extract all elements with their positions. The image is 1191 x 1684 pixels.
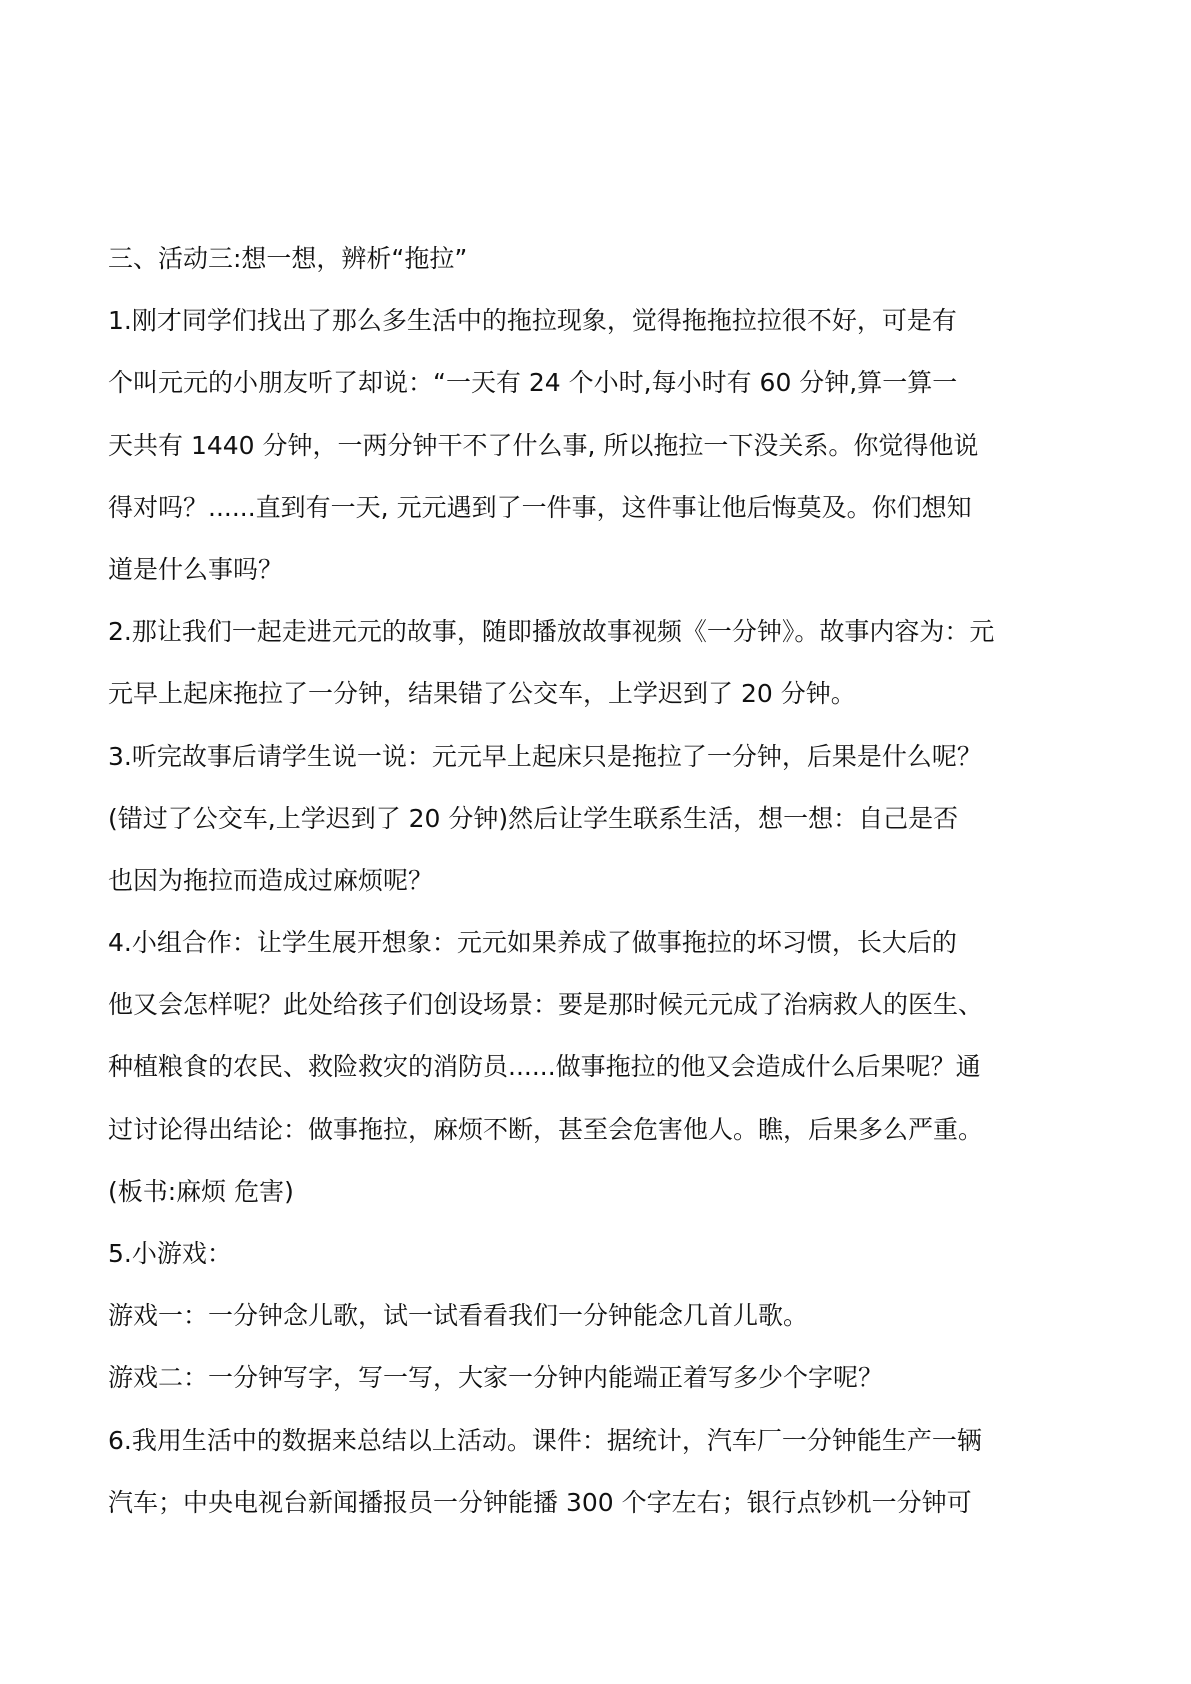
paragraph-line: 汽车；中央电视台新闻播报员一分钟能播 300 个字左右；银行点钞机一分钟可 bbox=[108, 1487, 972, 1517]
paragraph-line: 过讨论得出结论：做事拖拉，麻烦不断，甚至会危害他人。瞧，后果多么严重。 bbox=[108, 1114, 984, 1144]
paragraph-line: 游戏一：一分钟念儿歌，试一试看看我们一分钟能念几首儿歌。 bbox=[108, 1301, 809, 1331]
paragraph-line: 种植粮食的农民、救险救灾的消防员......做事拖拉的他又会造成什么后果呢？通 bbox=[108, 1052, 981, 1082]
paragraph-line: 元早上起床拖拉了一分钟，结果错了公交车，上学迟到了 20 分钟。 bbox=[108, 679, 856, 709]
paragraph-line: 也因为拖拉而造成过麻烦呢？ bbox=[108, 865, 434, 895]
paragraph-line: 个叫元元的小朋友听了却说：“一天有 24 个小时,每小时有 60 分钟,算一算一 bbox=[108, 368, 958, 398]
paragraph-line: 天共有 1440 分钟，一两分钟干不了什么事, 所以拖拉一下没关系。你觉得他说 bbox=[108, 430, 979, 460]
paragraph-line: 3.听完故事后请学生说一说：元元早上起床只是拖拉了一分钟，后果是什么呢？ bbox=[108, 741, 982, 771]
paragraph-line: (错过了公交车,上学迟到了 20 分钟)然后让学生联系生活，想一想：自己是否 bbox=[108, 803, 959, 833]
paragraph-line: (板书:麻烦 危害) bbox=[108, 1176, 294, 1206]
paragraph-line: 5.小游戏： bbox=[108, 1239, 232, 1268]
paragraph-line: 他又会怎样呢？此处给孩子们创设场景：要是那时候元元成了治病救人的医生、 bbox=[108, 990, 984, 1020]
document-body bbox=[108, 228, 1108, 1534]
section-heading: 三、活动三:想一想，辨析“拖拉” bbox=[108, 244, 468, 273]
paragraph-line: 2.那让我们一起走进元元的故事，随即播放故事视频《一分钟》。故事内容为：元 bbox=[108, 617, 995, 647]
paragraph-line: 得对吗？......直到有一天, 元元遇到了一件事，这件事让他后悔莫及。你们想知 bbox=[108, 492, 972, 522]
paragraph-line: 1.刚才同学们找出了那么多生活中的拖拉现象，觉得拖拖拉拉很不好，可是有 bbox=[108, 306, 957, 336]
paragraph-line: 游戏二：一分钟写字，写一写，大家一分钟内能端正着写多少个字呢？ bbox=[108, 1363, 884, 1393]
paragraph-line: 4.小组合作：让学生展开想象：元元如果养成了做事拖拉的坏习惯，长大后的 bbox=[108, 928, 957, 958]
paragraph-line: 6.我用生活中的数据来总结以上活动。课件：据统计，汽车厂一分钟能生产一辆 bbox=[108, 1425, 982, 1455]
paragraph-line: 道是什么事吗？ bbox=[108, 554, 284, 584]
